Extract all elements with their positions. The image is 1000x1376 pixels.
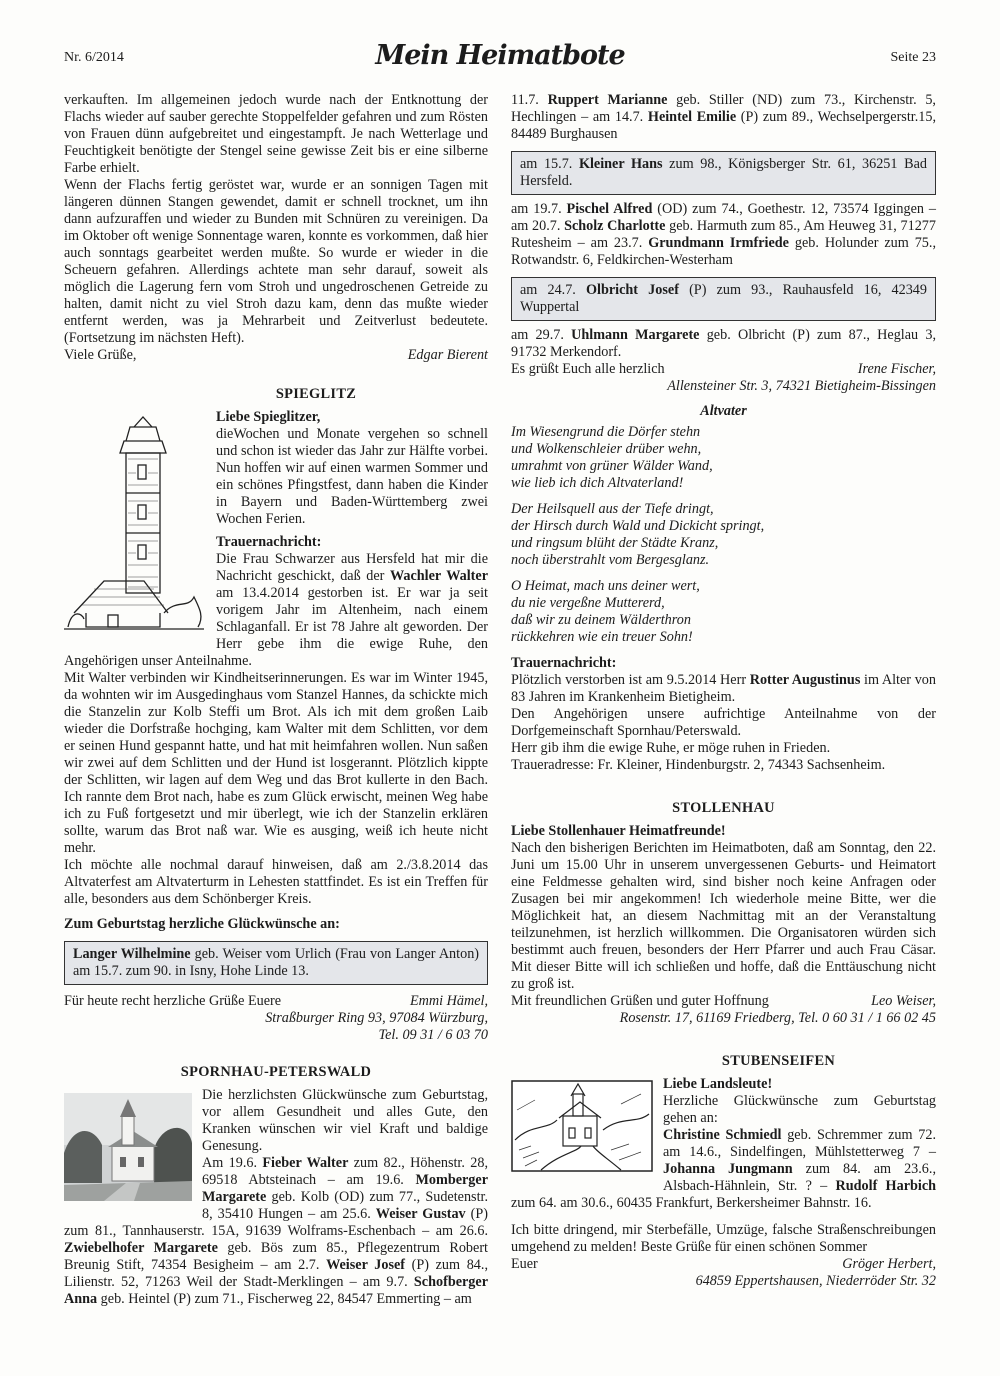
trauer-prayer: Herr gib ihm die ewige Ruhe, er möge ruhen in Frieden. [511,740,831,756]
stubenseifen-request: Ich bitte dringend, mir Sterbefälle, Umzüge, falsche Straßenschreibungen umgehend zu melden! Beste Grüße für einen schönen Sommer [511,1222,936,1255]
flachs-paragraph-1: verkauften. Im allgemeinen jedoch wurde nach der Entknottung der Flachs wieder auf sauber gerechte Stoppelfelder gefahren und zum Rösten von Frauen dünn aufgebreitet und eingestampft. Je nach Wetterlage und Feuchtigkeit benötigte der Stengel seine gewisse Zeit bis er eine silberne Farbe erhielt. [64,92,488,176]
poem-title: Altvater [700,403,747,419]
stollenhau-salutation: Liebe Stollenhauer Heimatfreunde! [511,823,726,839]
left-column [64,92,488,1308]
stubenseifen-salutation: Liebe Landsleute! [663,1076,773,1092]
trauer-text-left: Die Frau Schwarzer aus Hersfeld hat mir die Nachricht geschickt, daß der Wachler Walter am 13.4.2014 gestorben ist. Er war ja seit vorigem Jahr im Altenheim, nach einem Schlaganfall. Er ist 78 Jahre alt geworden. Der Herr gebe ihm die ewige Ruhe, den Angehörigen unser Anteilnahme. [64,551,488,669]
closing-telephone: Tel. 09 31 / 6 03 70 [378,1027,488,1043]
deceased-name: Wachler Walter [389,568,488,584]
page-number: Seite 23 [890,50,936,65]
birthday-heading: Zum Geburtstag herzliche Glückwünsche an: [64,916,340,932]
section-title-spieglitz: SPIEGLITZ [275,386,357,402]
section-title-stollenhau: STOLLENHAU [672,800,775,816]
flachs-signature [64,347,488,364]
stubenseifen-birthdays: Christine Schmiedl geb. Schremmer zum 72. am 14.6., Sindelfingen, Mühlstetterweg 7 – Johanna Jungmann zum 84. am 23.6., Alsbach-Hähnlein, Str. ? – Rudolf Harbich zum 64. am 30.6., 60435 Frankfurt, Berkersheimer Bahnstr. 16. [511,1127,937,1211]
weiser-address: Rosenstr. 17, 61169 Friedberg, Tel. 0 60 31 / 1 66 02 45 [619,1010,936,1026]
right-column [511,92,936,1290]
birthday-list-july: am 19.7. Pischel Alfred (OD) zum 74., Goethestr. 12, 73574 Iggingen – am 20.7. Scholz Charlotte geb. Harmuth zum 85., Am Heuweg 31, 71277 Rutesheim – am 23.7. Grundmann Irmfriede geb. Holunder zum 75., Rotwandstr. 6, Feldkirchen-Westerham [511,201,936,268]
tower-drawing-icon [64,413,206,631]
spieglitz-salutation: Liebe Spieglitzer, [216,409,321,425]
church-photo-icon [64,1093,192,1201]
village-illustration [511,1080,653,1177]
closing-signature [64,993,488,1010]
altvaterfest-notice: Ich möchte alle nochmal darauf hinweisen, daß am 2./3.8.2014 das Altvaterfest am Altvaterturm in Lehesten stattfindet. Es ist ein Treffen für alle, besonders aus dem Schönberger Kreis. [64,857,488,907]
stollenhau-text: Nach den bisherigen Berichten im Heimatboten, daß am Sonntag, den 22. Juni um 15.00 Uhr in unserem unvergessenen Geburts- und Heimatort eine Feldmesse gehalten wird, sind bisher noch keine Anfragen oder Zusagen bei mir angekommen! Ich wiederhole meine Bitte, wer die Möglichkeit hat, an diesem Nachmittag mit an der Veranstaltung teilzunehmen, ist herzlich willkommen. Die Organisatoren würden sich bestimmt auch freuen, besonders der Herr Pfarrer und auch Frau Cäsar. Mit dieser Bitte will ich schließen und hoffe, daß die Enttäuschung nicht zu groß ist. [511,840,936,992]
birthday-uhlmann: am 29.7. Uhlmann Margarete geb. Olbricht (P) zum 87., Heglau 3, 91732 Merkendorf. [511,327,936,360]
closing-text: Für heute recht herzliche Grüße Euere [64,993,282,1009]
groeger-signature: Euer Gröger Herbert, [511,1256,936,1272]
flachs-greeting: Viele Grüße, [64,347,137,363]
birthday-box-olbricht: am 24.7. Olbricht Josef (P) zum 93., Rauhausfeld 16, 42349 Wuppertal [511,277,936,321]
weiser-signature: Mit freundlichen Grüßen und guter Hoffnung Leo Weiser, [511,993,936,1009]
stubenseifen-intro: Herzliche Glückwünsche zum Geburtstag gehen an: [663,1093,936,1126]
section-title-stubenseifen: STUBENSEIFEN [721,1053,836,1069]
birthday-box-kleiner: am 15.7. Kleiner Hans zum 98., Königsberger Str. 61, 36251 Bad Hersfeld. [511,151,936,195]
village-drawing-icon [511,1080,653,1172]
trauer-heading-right: Trauernachricht: [511,655,617,671]
poem-stanza-1: Im Wiesengrund die Dörfer stehn und Wolkenschleier drüber wehn, umrahmt von grüner Wälder Wand, wie lieb ich dich Altvaterland! [511,424,713,491]
trauer-rotter: Plötzlich verstorben ist am 9.5.2014 Herr Rotter Augustinus im Alter von 83 Jahren im Krankenheim Bietigheim. [511,672,936,705]
memory-paragraph: Mit Walter verbinden wir Kindheitserinnerungen. Es war im Winter 1945, da wohnten wir im Ausgedinghaus vom Stanzel Hannes, da schickte mich die Stanzelin zur Kolb Steffi um Brot. Als ich mit dem großen Laib wieder die Dorfstraße hochging, kam Walter mit dem Schlitten, vor dem er seinen Hund gespannt hatte, und hat mit heimfahren wollen. Nun saßen wir zwei auf dem Schlitten und der Hund ist losgerannt. Plötzlich kippte der Schlitten, wir lagen auf dem Weg und das Brot kullerte in den Bach. Ich rannte dem Brot nach, habe es zum Glück erwischt, meinen Weg habe ich zu Fuß fortgesetzt und mir überlegt, wie ich der Stanzelin erklären sollte, warum das Brot naß war. Wie es ausging, weiß ich heute nicht mehr. [64,670,488,856]
box-name: Langer Wilhelmine [73,946,191,962]
flachs-author: Edgar Bierent [407,347,488,363]
closing-address: Straßburger Ring 93, 97084 Würzburg, [265,1010,488,1026]
page-header [64,40,936,80]
tower-illustration [64,413,206,636]
birthday-continuation: 11.7. Ruppert Marianne geb. Stiller (ND) zum 73., Kirchenstr. 5, Hechlingen – am 14.7. Heintel Emilie (P) zum 89., Wechselpergerstr.15, 84489 Burghausen [511,92,936,142]
spornhau-intro: Die herzlichsten Glückwünsche zum Geburtstag, vor allem Gesundheit und alles Gute, den Kranken wünschen wir viel Kraft und baldige Genesung. [202,1087,488,1154]
issue-number: Nr. 6/2014 [64,50,124,65]
closing-name: Emmi Hämel, [409,993,488,1009]
groeger-address: 64859 Eppertshausen, Niederröder Str. 32 [695,1273,936,1289]
poem-stanza-2: Der Heilsquell aus der Tiefe dringt, der Hirsch durch Wald und Dickicht springt, und ringsum blüht der Städte Kranz, noch überstrahlt vom Bergesglanz. [511,501,765,568]
spornhau-birthdays: Am 19.6. Fieber Walter zum 82., Höhenstr. 28, 69518 Abtsteinach – am 19.6. Momberger Margarete geb. Kolb (OD) zum 77., Sudetenstr. 8, 35410 Hungen – am 25.6. Weiser Gustav (P) zum 81., Tannhauserstr. 15A, 91639 Wolframs-Eschenbach – am 26.6. Zwiebelhofer Margarete geb. Bös zum 85., Pflegezentrum Robert Breunig Stift, 74354 Besigheim – am 2.7. Weiser Josef (P) zum 84., Lilienstr. 52, 71263 Weil der Stadt-Merklingen – am 9.7. Schofberger Anna geb. Heintel (P) zum 71., Fischerweg 22, 84547 Emmerting – am [64,1155,489,1307]
church-photo [64,1093,192,1206]
flachs-paragraph-2: Wenn der Flachs fertig geröstet war, wurde er an sonnigen Tagen mit längeren dünnen Stangen gewendet, damit er schnell trocknet, um ihn dann aufzuraffen und wieder zu Bunden mit Schnüren zu vereinigen. Da im Oktober oft wenige Sonnentage waren, konnte es vorkommen, daß hier auch sonntags gearbeitet werden mußte. So wurde er wieder in die Scheuern gefahren. Allerdings achtete man sehr darauf, soweit als möglich die Lagerung fern vom Stroh und ungedroschenen Getreide zu halten, damit nicht zu viel Stroh dazu kam, denn das mußte wieder entfernt werden, was ja Mehrarbeit und Zeitverlust bedeutete. (Fortsetzung im nächsten Heft). [64,177,488,346]
fischer-signature: Es grüßt Euch alle herzlich Irene Fischer, [511,361,936,377]
poem-stanza-3: O Heimat, mach uns deiner wert, du nie vergeßne Muttererd, daß wir zu deinem Wälderthron rückkehren wie ein treuer Sohn! [511,578,700,645]
trauer-condolence: Den Angehörigen unsere aufrichtige Anteilnahme von der Dorfgemeinschaft Spornhau/Peterswald. [511,706,936,739]
fischer-address: Allensteiner Str. 3, 74321 Bietigheim-Bissingen [667,378,936,394]
trauer-heading-left: Trauernachricht: [216,534,322,550]
section-title-spornhau: SPORNHAU-PETERSWALD [180,1064,372,1080]
spieglitz-intro: dieWochen und Monate vergehen so schnell und schon ist wieder das Jahr zur Hälfte vorbei. Nun hoffen wir auf einen warmen Sommer und ein schönes Pfingstfest, dann haben die Kinder in Bayern und Baden-Württemberg zwei Wochen Ferien. [216,426,488,527]
birthday-box: Langer Wilhelmine geb. Weiser vom Urlich (Frau von Langer Anton) am 15.7. zum 90. in Isny, Hohe Linde 13. [64,941,488,985]
trauer-address: Traueradresse: Fr. Kleiner, Hindenburgstr. 2, 74343 Sachsenheim. [511,757,886,773]
masthead-logo: Mein Heimatbote [375,40,625,71]
